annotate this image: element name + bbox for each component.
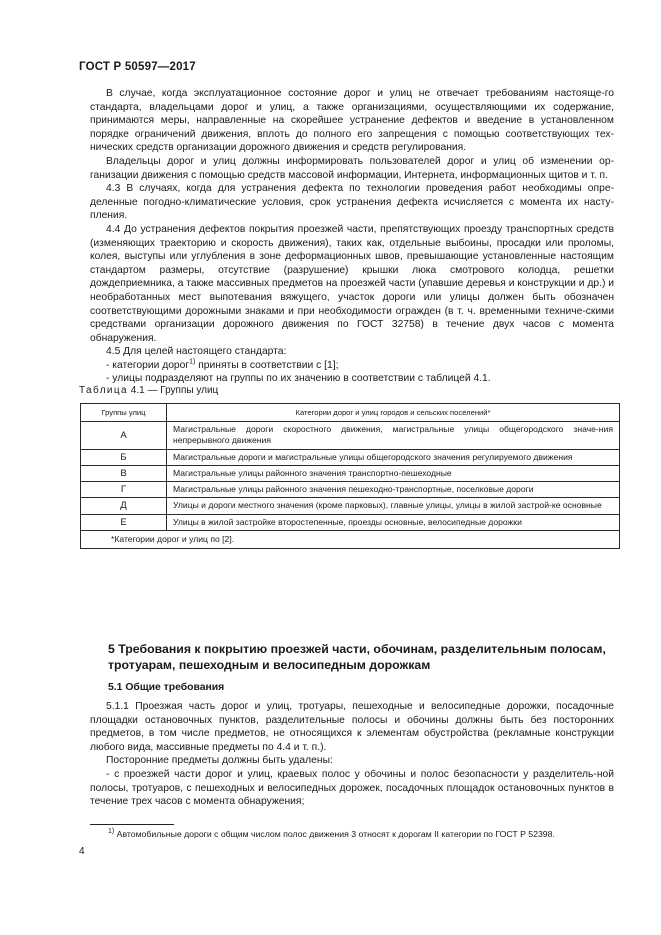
table-row [81,514,620,530]
list-item-text: - категории дорог [106,359,190,371]
group-cell: А [81,422,167,450]
page-number: 4 [79,846,85,857]
column-header-category: Категории дорог и улиц городов и сельских поселений* [167,404,620,422]
column-header-group: Группы улиц [81,404,167,422]
paragraph: Владельцы дорог и улиц должны информировать пользователей дорог и улиц об изменении ор-ганизации движения с помощью средств массовой информации, Интернета, информационных щитов и т. п. [90,155,614,181]
table-caption-label: Таблица [79,385,129,396]
footnote-mark: 1) [108,828,115,836]
group-cell: Г [81,482,167,498]
list-item [90,359,614,373]
category-cell: Улицы и дороги местного значения (кроме парковых), главные улицы, улицы в жилой застрой-ке основные [167,498,620,514]
table-caption-text: 4.1 — Группы улиц [128,385,219,396]
table-row [81,449,620,465]
footnote-divider [90,824,174,825]
table-row [81,498,620,514]
subsection-title: 5.1 Общие требования [108,682,225,693]
group-cell: В [81,465,167,481]
list-item: - с проезжей части дорог и улиц, краевых полос у обочины и полос безопасности у разделитель-ной полосы, тротуаров, с пешеходных и велосипедных дорожек, посадочных площадок остановочных пунктов в течение трех часов с момента обнаружения; [90,768,614,808]
footnote-ref: 1) [189,358,196,366]
category-cell: Магистральные улицы районного значения транспортно-пешеходные [167,465,620,481]
table-caption [79,385,218,397]
category-cell: Магистральные дороги и магистральные улицы общегородского значения регулируемого движения [167,449,620,465]
footnote-text: Автомобильные дороги с общим числом полос движения 3 относят к дорогам II категории по ГОСТ Р 52398. [114,829,555,839]
group-cell: Б [81,449,167,465]
paragraph-4-4: 4.4 До устранения дефектов покрытия проезжей части, препятствующих проезду транспортных средств (изменяющих траекторию и скорость движения), таких как, отдельные выбоины, просадки или проломы, колея, выступы или углубления в зоне деформационных швов, превышающие установленные настоящим стандартом размеры, отсутствие (разрушение) крышки люка смотрового колодца, решетки дождеприемника, а также массивных предметов на проезжей части (упавшие деревья и конструкции и др.) и необработанных мест выпотевания вяжущего, участок дороги или улицы должен быть обозначен соответствующими дорожными знаками и при необходимости огражден (в т. ч. временными техниче-скими средствами организации дорожного движения по ГОСТ 32758) в течение двух часов с момента обнаружения. [90,223,614,344]
table-row [81,465,620,481]
table-row [81,482,620,498]
document-header: ГОСТ Р 50597—2017 [79,61,196,73]
section-title: 5 Требования к покрытию проезжей части, обочинам, разделительным полосам, тротуарам, пешеходным и велосипедным дорожкам [108,642,606,672]
list-item-text: приняты в соответствии с [1]; [195,359,339,371]
table-row [81,422,620,450]
paragraph: Посторонние предметы должны быть удалены: [106,755,333,767]
paragraph-5-1-1: 5.1.1 Проезжая часть дорог и улиц, тротуары, пешеходные и велосипедные дорожки, посадочные площадки остановочных пунктов, разделительные полосы и обочины должны быть без посторонних предметов, в том числе предметов, не относящихся к элементам обустройства (рекламные конструкции любого вида, массивные предметы по 4.4 и т. п.). [90,701,614,753]
category-cell: Магистральные дороги скоростного движения, магистральные улицы общегородского значе-ния непрерывного движения [167,422,620,450]
paragraph-4-3: 4.3 В случаях, когда для устранения дефекта по технологии проведения работ необходимы опре-деленные погодно-климатические условия, срок устранения дефекта исчисляется с момента их насту-пления. [90,183,614,222]
paragraph: В случае, когда эксплуатационное состояние дорог и улиц не отвечает требованиям настояще-го стандарта, владельцами дорог и улиц, а также организациями, осуществляющими их содержание, принимаются меры, направленные на скорейшее устранение дефектов и введение в установленном порядке ограничений движения, вплоть до полного его запрещения с помощью соответствующих тех-нических средств организации дорожного движения и средств регулирования. [90,88,614,154]
paragraph-4-5: 4.5 Для целей настоящего стандарта: [106,346,287,358]
group-cell: Д [81,498,167,514]
category-cell: Улицы в жилой застройке второстепенные, проезды основные, велосипедные дорожки [167,514,620,530]
body-text-top [90,87,614,386]
category-cell: Магистральные улицы районного значения пешеходно-транспортные, поселковые дороги [167,482,620,498]
page-footnote [108,829,618,840]
table-footnote: *Категории дорог и улиц по [2]. [81,531,620,549]
table-footnote-row [81,531,620,549]
street-groups-table [80,403,620,549]
group-cell: Е [81,514,167,530]
table-header-row [81,404,620,422]
list-item: - улицы подразделяют на группы по их значению в соответствии с таблицей 4.1. [106,373,491,385]
body-text-section5 [90,700,614,809]
